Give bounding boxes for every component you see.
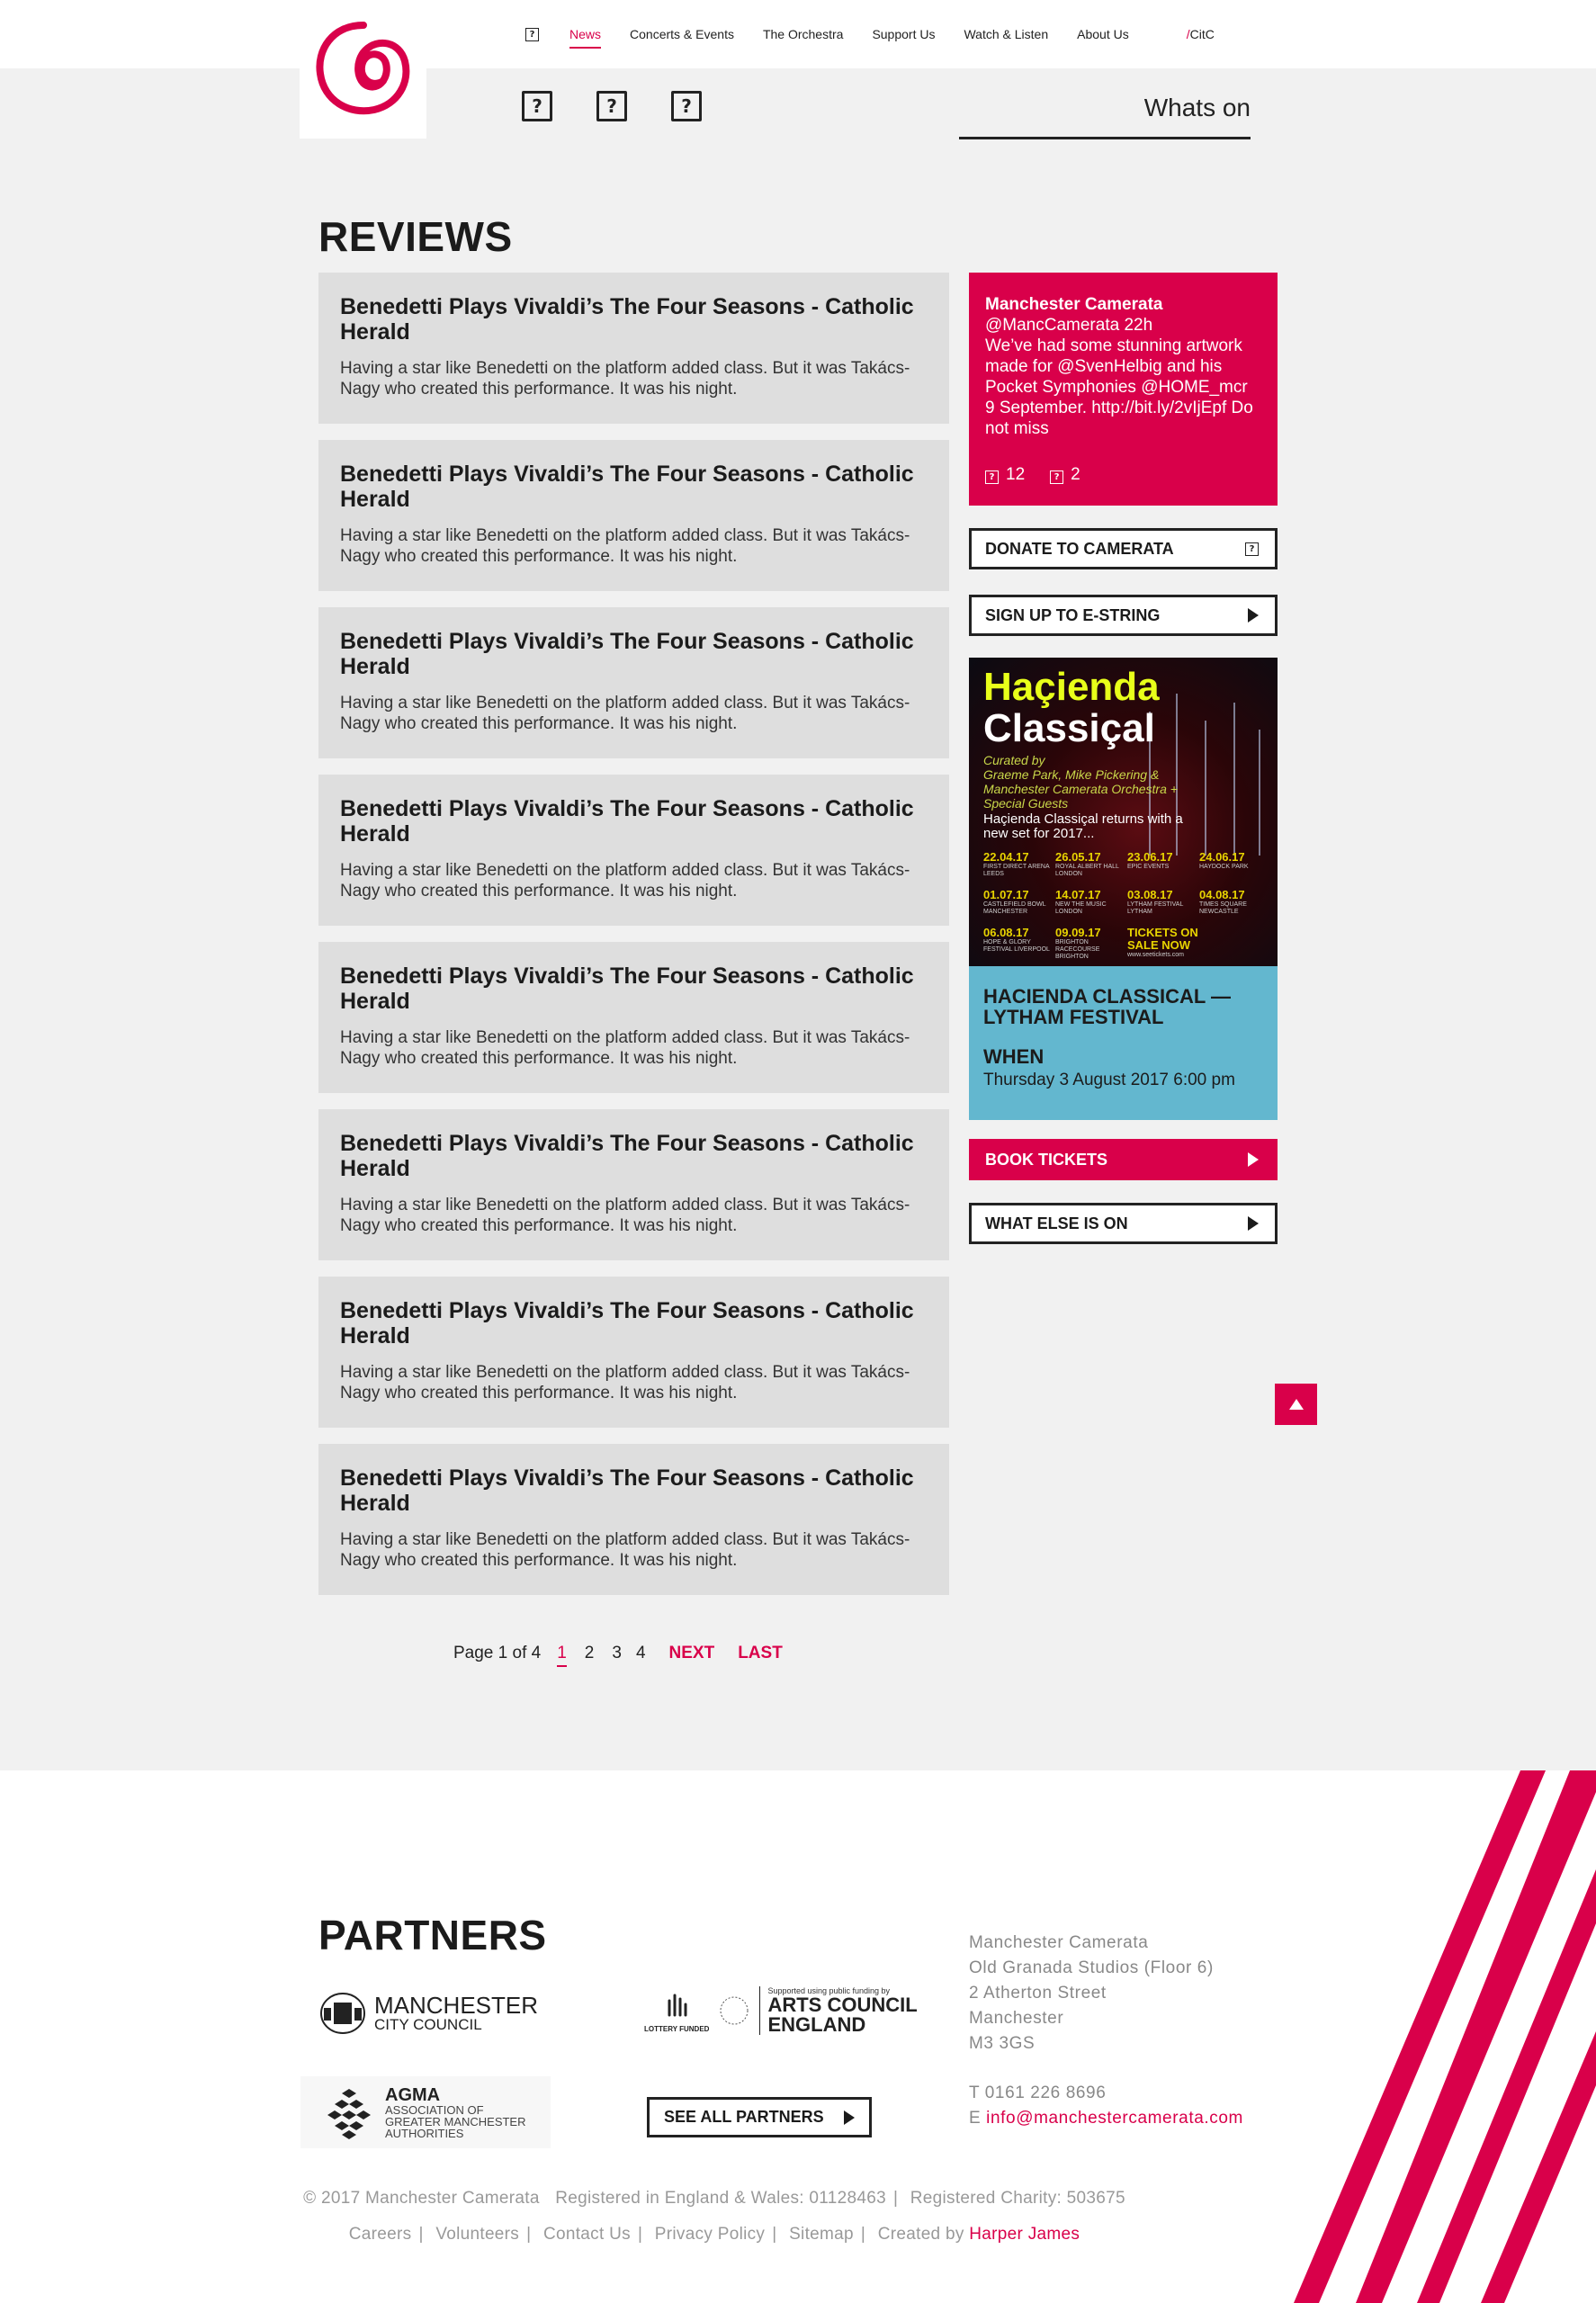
poster-date (1199, 851, 1271, 878)
poster-date-value: 03.08.17 (1127, 888, 1173, 901)
event-info-card[interactable] (969, 966, 1278, 1120)
poster-date-value: 22.04.17 (983, 850, 1029, 864)
decorative-stripes (0, 1770, 1596, 2303)
agma-line1: AGMA (385, 2084, 441, 2105)
nav-concerts-events[interactable]: Concerts & Events (630, 27, 734, 41)
footer-link-privacy-policy[interactable]: Privacy Policy (654, 2225, 766, 2244)
poster-date-value: 09.09.17 (1055, 926, 1101, 939)
page-link-2[interactable]: 2 (584, 1644, 595, 1662)
review-title[interactable]: Benedetti Plays Vivaldi’s The Four Seasons - Catholic Herald (340, 629, 914, 679)
ace-line2: ENGLAND (767, 2013, 866, 2036)
phone-number[interactable]: 0161 226 8696 (984, 2083, 1107, 2102)
event-when-label: WHEN (983, 1045, 1045, 1068)
page-link-1[interactable]: 1 (557, 1644, 567, 1667)
review-excerpt: Having a star like Benedetti on the platform added class. But it was Takács-Nagy who created this performance. It was his night. (340, 1196, 910, 1235)
poster-date (1055, 889, 1127, 916)
legal-info: © 2017 Manchester Camerata Registered in England & Wales: 01128463 | Registered Charity: 503675 (303, 2189, 1125, 2208)
review-card[interactable] (318, 607, 949, 758)
poster-light-beam (1233, 703, 1235, 856)
footer-link-sitemap[interactable]: Sitemap (789, 2225, 854, 2244)
review-title[interactable]: Benedetti Plays Vivaldi’s The Four Seasons - Catholic Herald (340, 1131, 914, 1181)
book-tickets-label: BOOK TICKETS (985, 1150, 1108, 1169)
review-excerpt: Having a star like Benedetti on the platform added class. But it was Takács-Nagy who created this performance. It was his night. (340, 526, 910, 566)
poster-curator-names: Graeme Park, Mike Pickering & Manchester Camerata Orchestra + Special Guests (983, 767, 1178, 811)
tweet-author: Manchester Camerata (985, 295, 1163, 314)
poster-light-beam (1259, 730, 1260, 856)
poster-date (1127, 927, 1199, 961)
review-title[interactable]: Benedetti Plays Vivaldi’s The Four Seasons - Catholic Herald (340, 294, 914, 345)
page-link-4[interactable]: 4 (635, 1644, 646, 1662)
play-arrow-icon (1248, 608, 1259, 623)
review-excerpt: Having a star like Benedetti on the platform added class. But it was Takács-Nagy who created this performance. It was his night. (340, 1530, 910, 1570)
retweet-stat[interactable] (985, 464, 1025, 485)
review-card[interactable] (318, 273, 949, 424)
pagination (453, 1644, 783, 1667)
like-icon: ? (1050, 470, 1063, 484)
nav-about-us[interactable]: About Us (1077, 27, 1129, 41)
camerata-logo-icon (309, 14, 417, 122)
nav-watch-listen[interactable]: Watch & Listen (964, 27, 1049, 41)
email-line (969, 2106, 1243, 2131)
twitter-feed[interactable] (969, 273, 1278, 506)
play-arrow-icon (1248, 1152, 1259, 1167)
poster-venue: EPIC EVENTS (1127, 864, 1170, 870)
poster-date-value: 06.08.17 (983, 926, 1029, 939)
poster-date-value: 04.08.17 (1199, 888, 1245, 901)
top-navigation-bar (0, 0, 1596, 68)
contact-details (969, 2081, 1243, 2131)
poster-date-value: 24.06.17 (1199, 850, 1245, 864)
poster-title-line1: Haçienda (983, 665, 1160, 709)
nav-citc[interactable] (1187, 27, 1215, 41)
poster-venue: TIMES SQUARE NEWCASTLE (1199, 901, 1247, 915)
agma-cubes-icon (322, 2085, 376, 2139)
ace-supported-text: Supported using public funding by (767, 1986, 891, 1995)
poster-date (1127, 889, 1199, 916)
footer-link-volunteers[interactable]: Volunteers (435, 2225, 520, 2244)
review-card[interactable] (318, 775, 949, 926)
donate-button[interactable] (969, 528, 1278, 569)
poster-date (1127, 851, 1199, 878)
citc-slash: / (1186, 27, 1190, 41)
poster-venue: ROYAL ALBERT HALL LONDON (1055, 864, 1119, 877)
poster-light-beam (1205, 721, 1206, 856)
header-icon-row (522, 91, 702, 121)
poster-date-value: 26.05.17 (1055, 850, 1101, 864)
poster-venue: BRIGHTON RACECOURSE BRIGHTON (1055, 939, 1100, 960)
poster-date-value: 23.06.17 (1127, 850, 1173, 864)
review-title[interactable]: Benedetti Plays Vivaldi’s The Four Seasons - Catholic Herald (340, 1298, 914, 1349)
book-tickets-button[interactable] (969, 1139, 1278, 1180)
page-link-3[interactable]: 3 (612, 1644, 622, 1662)
address-line: 2 Atherton Street (969, 1984, 1107, 2003)
nav-news[interactable]: News (569, 27, 602, 41)
poster-date (983, 851, 1055, 878)
agma-line4: AUTHORITIES (385, 2126, 464, 2140)
play-arrow-icon (1248, 1216, 1259, 1231)
event-title[interactable]: HACIENDA CLASSICAL — LYTHAM FESTIVAL (983, 985, 1232, 1028)
copyright-text: © 2017 Manchester Camerata (303, 2189, 540, 2208)
city-crest-icon (318, 1990, 367, 2037)
poster-curated-by: Curated by (983, 753, 1045, 767)
lottery-hand-icon (660, 1988, 693, 2021)
nav-support-us[interactable]: Support Us (872, 27, 936, 41)
arrow-up-icon (1289, 1399, 1304, 1410)
what-else-label: WHAT ELSE IS ON (985, 1214, 1128, 1232)
address-line: Manchester Camerata (969, 1933, 1149, 1952)
poster-venue: NEW THE MUSIC LONDON (1055, 901, 1107, 915)
see-all-label: SEE ALL PARTNERS (664, 2108, 824, 2126)
missing-glyph-icon[interactable]: ? (671, 91, 702, 121)
reviews-list (318, 273, 949, 1611)
poster-venue: HOPE & GLORY FESTIVAL LIVERPOOL (983, 939, 1050, 953)
poster-date (1055, 851, 1127, 878)
poster-curators (983, 753, 1199, 811)
address-line: Manchester (969, 2009, 1064, 2028)
review-excerpt: Having a star like Benedetti on the platform added class. But it was Takács-Nagy who created this performance. It was his night. (340, 1363, 910, 1402)
poster-date-value: 01.07.17 (983, 888, 1029, 901)
phone-line (969, 2081, 1243, 2106)
missing-glyph-icon[interactable]: ? (525, 28, 539, 41)
agma-line2: ASSOCIATION OF (385, 2102, 484, 2117)
poster-venue: www.seetickets.com (1127, 952, 1185, 958)
email-link[interactable]: info@manchestercamerata.com (986, 2109, 1243, 2128)
created-by-text: Created by (877, 2225, 964, 2244)
tweet-stats (985, 464, 1261, 485)
donate-icon: ? (1245, 542, 1259, 556)
like-stat[interactable] (1050, 464, 1080, 485)
site-footer (0, 1770, 1596, 2303)
play-arrow-icon (844, 2110, 855, 2125)
review-title[interactable]: Benedetti Plays Vivaldi’s The Four Seasons - Catholic Herald (340, 461, 914, 512)
poster-venue: LYTHAM FESTIVAL LYTHAM (1127, 901, 1184, 915)
footer-link-contact-us[interactable]: Contact Us (542, 2225, 631, 2244)
agma-line3: GREATER MANCHESTER (385, 2114, 526, 2128)
citc-label: CitC (1189, 27, 1215, 41)
event-date: Thursday 3 August 2017 6:00 pm (983, 1071, 1235, 1089)
registered-charity-text: Registered Charity: 503675 (910, 2189, 1125, 2208)
event-poster-image[interactable] (969, 658, 1278, 966)
creator-link[interactable]: Harper James (969, 2225, 1080, 2244)
poster-date-value: TICKETS ON SALE NOW (1127, 926, 1198, 952)
like-count: 2 (1071, 465, 1080, 484)
arts-council-england-logo[interactable] (644, 1986, 918, 2035)
arts-council-roundel-icon (718, 1994, 750, 2027)
retweet-icon: ? (985, 470, 999, 484)
review-excerpt: Having a star like Benedetti on the platform added class. But it was Takács-Nagy who created this performance. It was his night. (340, 1028, 910, 1068)
review-card[interactable] (318, 942, 949, 1093)
signup-estring-button[interactable] (969, 595, 1278, 636)
retweet-count: 12 (1006, 465, 1026, 484)
review-card[interactable] (318, 440, 949, 591)
main-nav (525, 0, 1215, 68)
poster-date-value: 14.07.17 (1055, 888, 1101, 901)
donate-label: DONATE TO CAMERATA (985, 539, 1174, 558)
poster-title (983, 667, 1160, 749)
page-title: REVIEWS (318, 213, 513, 260)
review-title[interactable]: Benedetti Plays Vivaldi’s The Four Seasons - Catholic Herald (340, 1465, 914, 1516)
review-card[interactable] (318, 1277, 949, 1428)
poster-title-line2: Classiçal (983, 706, 1155, 750)
ace-line1: ARTS COUNCIL (767, 1994, 918, 2016)
review-title[interactable]: Benedetti Plays Vivaldi’s The Four Seasons - Catholic Herald (340, 963, 914, 1014)
last-page-link[interactable]: LAST (738, 1644, 783, 1662)
poster-date-grid (983, 851, 1271, 961)
poster-venue: HAYDOCK PARK (1199, 864, 1249, 870)
what-else-is-on-button[interactable] (969, 1203, 1278, 1244)
manchester-city-council-logo[interactable] (318, 1990, 538, 2037)
nav-the-orchestra[interactable]: The Orchestra (762, 27, 844, 41)
signup-label: SIGN UP TO E-STRING (985, 605, 1161, 624)
address-line: M3 3GS (969, 2034, 1036, 2053)
email-prefix: E (969, 2109, 982, 2128)
poster-venue: FIRST DIRECT ARENA LEEDS (983, 864, 1050, 877)
address-line: Old Granada Studios (Floor 6) (969, 1958, 1214, 1977)
poster-date (1055, 927, 1127, 961)
tweet-handle: @MancCamerata 22h (985, 316, 1153, 335)
footer-links: Careers | Volunteers | Contact Us | Privacy Policy | Sitemap | Created by Harper James (348, 2225, 1080, 2244)
poster-venue: CASTLEFIELD BOWL MANCHESTER (983, 901, 1046, 915)
lottery-funded-text: LOTTERY FUNDED (644, 2025, 710, 2033)
footer-link-careers[interactable]: Careers (348, 2225, 412, 2244)
registered-ew-text: Registered in England & Wales: 01128463 (555, 2189, 886, 2208)
page-indicator: Page 1 of 4 (453, 1644, 542, 1662)
review-excerpt: Having a star like Benedetti on the platform added class. But it was Takács-Nagy who created this performance. It was his night. (340, 359, 910, 399)
camerata-logo[interactable] (300, 0, 426, 139)
review-excerpt: Having a star like Benedetti on the platform added class. But it was Takács-Nagy who created this performance. It was his night. (340, 694, 910, 733)
missing-glyph-icon[interactable]: ? (522, 91, 552, 121)
poster-date (1199, 889, 1271, 916)
poster-date (983, 927, 1055, 961)
poster-returns-text: Haçienda Classiçal returns with a new set for 2017... (983, 811, 1183, 841)
agma-logo[interactable] (300, 2076, 551, 2148)
poster-date (983, 889, 1055, 916)
tweet-text: We’ve had some stunning artwork made for @SvenHelbig and his Pocket Symphonies @HOME_mcr 9 September. http://bit.ly/2vIjEpf Do not miss (985, 336, 1253, 438)
next-page-link[interactable]: NEXT (668, 1644, 715, 1662)
review-excerpt: Having a star like Benedetti on the platform added class. But it was Takács-Nagy who created this performance. It was his night. (340, 861, 910, 901)
review-card[interactable] (318, 1109, 949, 1260)
missing-glyph-icon[interactable]: ? (596, 91, 627, 121)
see-all-partners-button[interactable] (647, 2097, 872, 2137)
review-card[interactable] (318, 1444, 949, 1595)
back-to-top-button[interactable] (1275, 1384, 1317, 1425)
partners-heading: PARTNERS (318, 1912, 547, 1958)
review-title[interactable]: Benedetti Plays Vivaldi’s The Four Seasons - Catholic Herald (340, 796, 914, 847)
whats-on-link[interactable]: Whats on (959, 90, 1251, 139)
postal-address (969, 1931, 1214, 2057)
mcc-line2: CITY COUNCIL (374, 2016, 482, 2033)
mcc-line1: MANCHESTER (374, 1992, 539, 2019)
phone-prefix: T (969, 2083, 980, 2102)
